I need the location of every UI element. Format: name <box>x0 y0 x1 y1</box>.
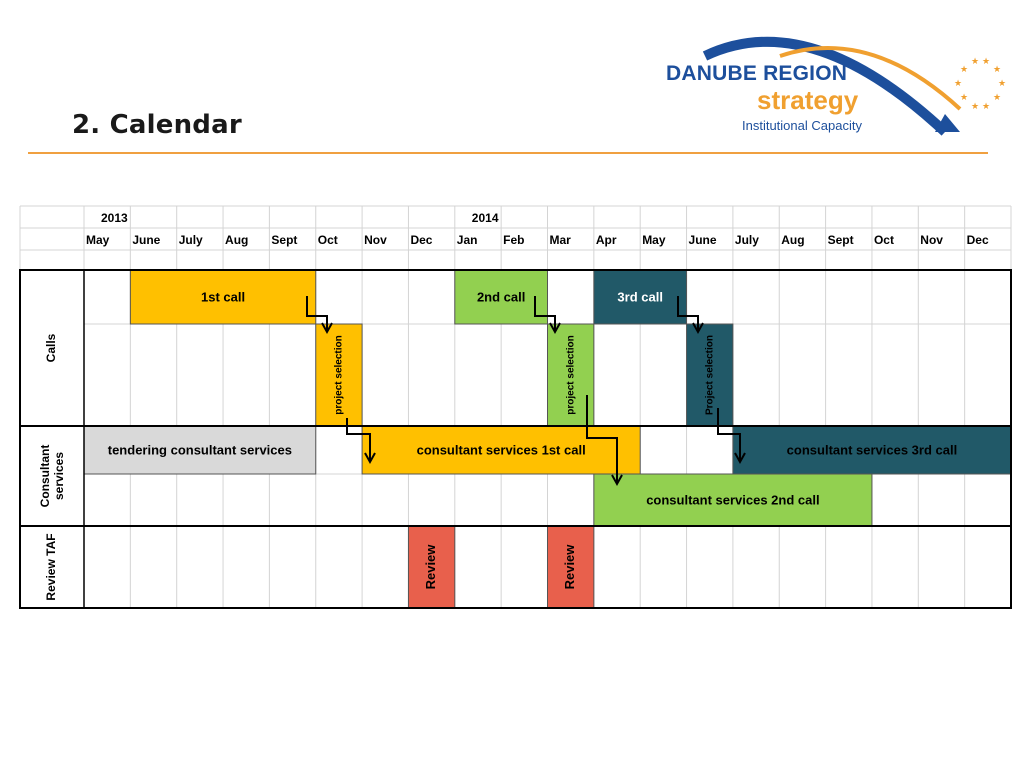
task-label: project selection <box>333 335 345 415</box>
month-label: May <box>86 233 110 247</box>
row-group-label: Consultantservices <box>38 444 66 508</box>
month-label: Feb <box>503 233 525 247</box>
svg-text:★: ★ <box>982 57 991 67</box>
svg-text:★: ★ <box>960 65 969 75</box>
month-label: May <box>642 233 666 247</box>
year-label: 2014 <box>471 211 499 225</box>
logo-subtitle: Institutional Capacity <box>742 118 862 133</box>
month-label: Sept <box>827 233 854 247</box>
svg-text:★: ★ <box>993 65 1002 75</box>
month-label: Oct <box>317 233 338 247</box>
month-label: July <box>734 233 759 247</box>
task-label: 2nd call <box>476 289 526 305</box>
svg-text:★: ★ <box>971 57 980 67</box>
svg-text:★: ★ <box>982 102 991 112</box>
task-label: consultant services 1st call <box>416 442 586 458</box>
row-group-label: Calls <box>44 333 59 363</box>
month-label: Jan <box>456 233 478 247</box>
task-label: tendering consultant services <box>107 442 292 458</box>
task-label: consultant services 2nd call <box>646 492 820 508</box>
row-group-label: Review TAF <box>44 533 59 601</box>
task-label: 1st call <box>201 289 246 305</box>
task-label: consultant services 3rd call <box>786 442 958 458</box>
task-label: project selection <box>565 335 577 415</box>
logo-name: DANUBE REGION <box>666 62 848 85</box>
grid-lines <box>20 206 1011 608</box>
task-label: 3rd call <box>617 289 663 305</box>
month-label: June <box>132 233 161 247</box>
svg-text:★: ★ <box>971 102 980 112</box>
slide-title: 2. Calendar <box>72 110 242 140</box>
month-label: Dec <box>966 233 989 247</box>
month-label: Mar <box>549 233 571 247</box>
task-label: Project selection <box>704 334 716 416</box>
month-label: Dec <box>410 233 433 247</box>
month-label: Aug <box>225 233 249 247</box>
month-label: Aug <box>781 233 805 247</box>
month-label: July <box>178 233 203 247</box>
month-label: Sept <box>271 233 298 247</box>
month-label: June <box>688 233 717 247</box>
logo-strategy-word: strategy <box>757 85 859 115</box>
year-label: 2013 <box>101 211 128 225</box>
month-label: Nov <box>920 233 943 247</box>
svg-text:★: ★ <box>993 93 1002 103</box>
month-label: Oct <box>873 233 894 247</box>
svg-text:★: ★ <box>998 79 1007 89</box>
task-label: Review <box>423 544 439 590</box>
svg-text:★: ★ <box>960 93 969 103</box>
svg-text:★: ★ <box>954 79 963 89</box>
month-label: Apr <box>595 233 617 247</box>
task-label: Review <box>562 544 578 590</box>
month-label: Nov <box>364 233 387 247</box>
